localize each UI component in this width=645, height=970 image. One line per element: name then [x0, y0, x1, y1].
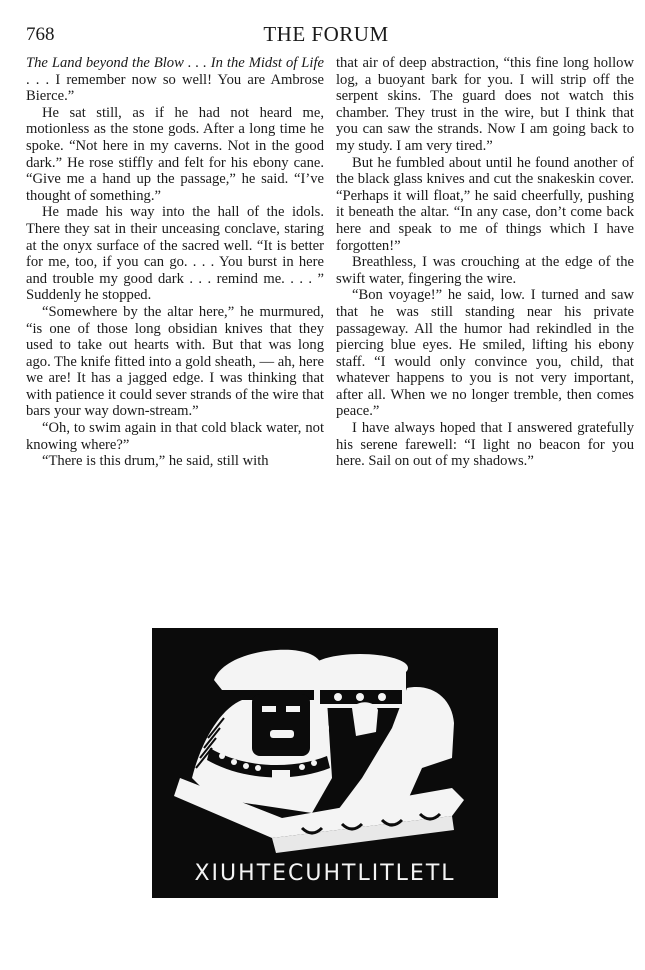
right-column — [336, 55, 634, 470]
idol-headdress — [214, 650, 324, 690]
idol-face — [252, 694, 310, 756]
paragraph-text: . . . I remember now so well! You are Ambrose Bierce.” — [26, 71, 324, 105]
left-eye — [262, 706, 276, 712]
idol-drawing — [152, 628, 498, 898]
paragraph: “There is this drum,” he said, still with — [42, 453, 269, 470]
paragraph: He sat still, as if he had not heard me, motionless as the stone gods. After a long time he spoke. “Not here in my caverns. Not in the good dark.” He rose stiffly and felt for his ebony cane. “Give me a hand up the passage,” he said. “I’ve thought of something.” — [26, 104, 324, 204]
paragraph: “Bon voyage!” he said, low. I turned and saw that he was still standing near his private passageway. All the humor had rekindled in the piercing blue eyes. He smiled, lifting his ebony staff. “I would only convince you, child, that whatever happens to you is not very important, after all. When we no longer tremble, then comes peace.” — [336, 287, 634, 420]
right-earring — [315, 721, 329, 735]
page-number: 768 — [26, 24, 55, 45]
left-earring — [233, 721, 247, 735]
pendant — [272, 770, 290, 796]
paragraph: Breathless, I was crouching at the edge of the swift water, fingering the wire. — [336, 254, 634, 287]
right-eye — [286, 706, 300, 712]
paragraph: “Somewhere by the altar here,” he murmured, “is one of those long obsidian knives that they used to take out hearts with. But that was long ago. The knife fitted into a gold sheath, — ah, here we are! It has a jagged edge. I was thinking that with patience it could sever strands of the wire that bars your way down-stream.” — [26, 303, 324, 420]
paragraph: “Oh, to swim again in that cold black water, not knowing where?” — [26, 420, 324, 453]
mouth — [270, 730, 294, 738]
paragraph: He made his way into the hall of the idols. There they sat in their unceasing conclave, staring at the onyx surface of the sacred well. “It is better for me, too, if you can go. . . . You burst in here and trouble my good dark . . . remind me. . . . ” Suddenly he stopped. — [26, 204, 324, 304]
paragraph — [26, 55, 324, 105]
left-column — [26, 55, 324, 470]
paragraph: I have always hoped that I answered gratefully his serene farewell: “I light no beacon for you here. Sail on out of my shadows.” — [336, 420, 634, 470]
illustration-caption: XIUHTECUHTLITLETL — [194, 861, 456, 886]
illustration-xiuhtecuhtli — [152, 628, 498, 898]
page-header — [26, 22, 626, 48]
idol-hand — [352, 702, 378, 736]
running-head: THE FORUM — [263, 22, 389, 46]
paragraph: that air of deep abstraction, “this fine long hollow log, a buoyant bark for you. I will strip off the serpent skins. The guard does not watch this chamber. They trust in the wire, but I think that you can saw the strands. Now I am going back to my study. I am very tired.” — [336, 55, 634, 154]
paragraph: But he fumbled about until he found another of the black glass knives and cut the snakeskin cover. “Perhaps it will float,” he said cheerfully, pushing it beneath the altar. “In any case, don’t come back here and speak to me of things which I have forgotten!” — [336, 154, 634, 254]
italic-titles: The Land beyond the Blow . . . In the Midst of Life — [26, 55, 324, 71]
